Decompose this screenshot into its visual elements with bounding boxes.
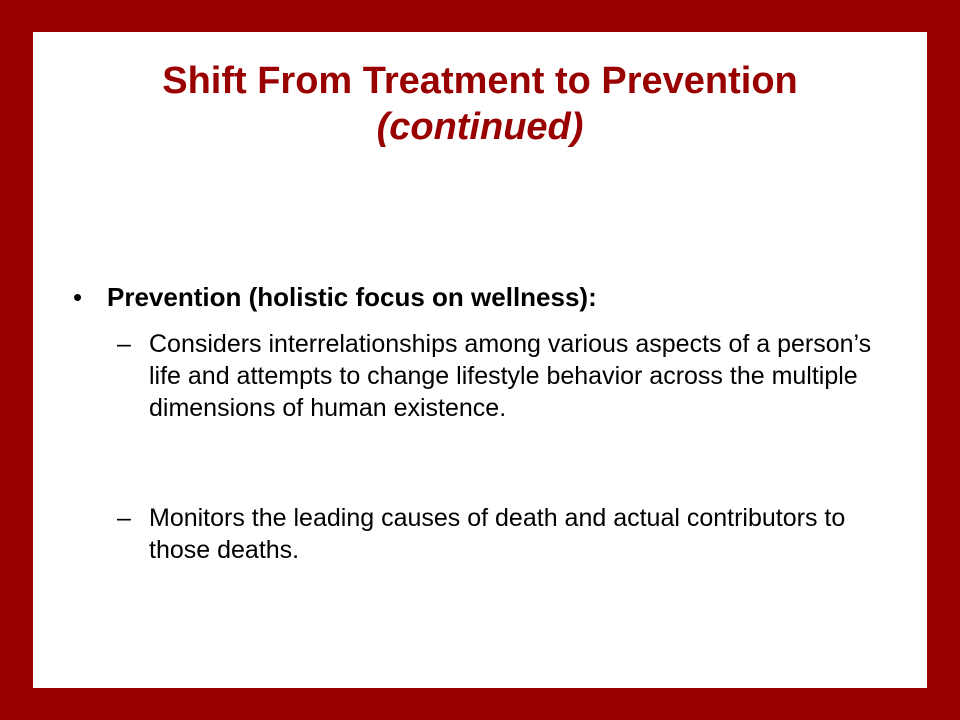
sub-item-text: Considers interrelationships among various aspects of a person’s life and attempts to change lifestyle behavior across the multiple dimensions of human existence. bbox=[149, 330, 872, 422]
slide-title-continued: (continued) bbox=[376, 106, 584, 148]
slide-title-main: Shift From Treatment to Prevention bbox=[162, 60, 798, 102]
dash-marker: – bbox=[117, 504, 131, 532]
bullet-marker: • bbox=[73, 282, 83, 312]
sub-item-considers bbox=[117, 328, 907, 424]
sub-item-monitors bbox=[117, 502, 907, 566]
dash-marker: – bbox=[117, 330, 131, 358]
slide bbox=[33, 32, 927, 688]
slide-title bbox=[33, 58, 927, 150]
bullet-heading: Prevention (holistic focus on wellness): bbox=[107, 282, 597, 312]
sub-item-text: Monitors the leading causes of death and actual contributors to those deaths. bbox=[149, 504, 846, 564]
